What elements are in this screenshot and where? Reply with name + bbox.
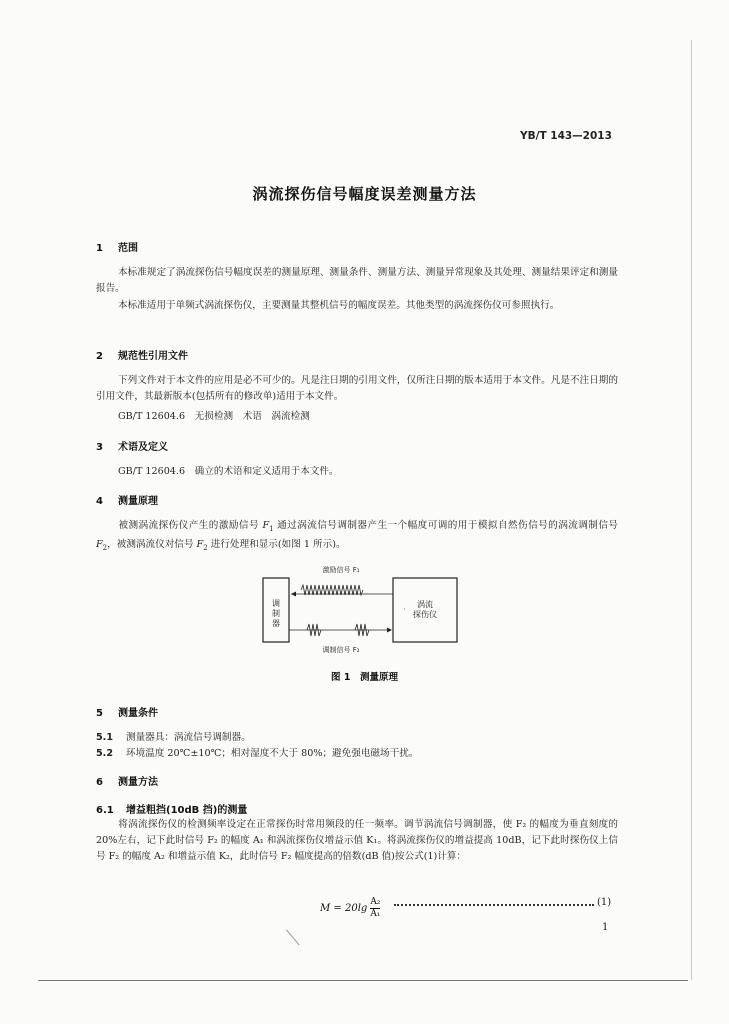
page-number: 1 (602, 922, 609, 933)
measurement-principle-diagram (255, 560, 475, 660)
section-2-heading (96, 347, 188, 362)
section-number: 5 (96, 708, 103, 719)
section-3-heading (96, 438, 168, 453)
tester-label-1: 涡流 (417, 600, 433, 609)
excitation-arrowhead (291, 592, 296, 597)
section-3-paragraph: GB/T 12604.6 确立的术语和定义适用于本文件。 (118, 466, 339, 477)
modulator-label: 调制器 (272, 599, 280, 628)
section-title: 测量方法 (118, 777, 158, 788)
clause-6-1-paragraph: 将涡流探伤仪的检测频率设定在正常探伤时常用频段的任一频率。调节涡流信号调制器，使 F₂ 的幅度为垂直刻度的 20%左右，记下此时信号 F₂ 的幅度 A₁ 和涡流探伤仪增益示值 K₁。将涡流探伤仪的增益提高 10dB，记下此时探伤仪上信号 F₂ 的幅度 A₂ 和增益示值 K₂，此时信号 F₂ 幅度提高的倍数(dB 值)按公式(1)计算： (96, 819, 618, 862)
section-6-heading (96, 773, 158, 788)
section-title: 范围 (118, 243, 138, 254)
tester-label-2: 探伤仪 (413, 610, 437, 619)
section-title: 规范性引用文件 (118, 351, 188, 362)
section-number: 2 (96, 351, 103, 362)
clause-number: 6.1 (96, 805, 114, 816)
page-bottom-rule (38, 980, 688, 981)
section-4-heading (96, 492, 158, 507)
excitation-signal-label: 激励信号 F₁ (322, 566, 360, 574)
section-4-paragraph: 被测涡流探伤仪产生的激励信号 $F_1$ 通过涡流信号调制器产生一个幅度可调的用于模拟自然伤信号的涡流调制信号 $F_2$，被测涡流仪对信号 $F_2$ 进行处理和显示(如图 1 所示)。 (96, 520, 618, 552)
section-1-heading (96, 239, 138, 254)
modulated-signal-label: 调制信号 F₂ (322, 646, 360, 654)
section-number: 3 (96, 442, 103, 453)
section-2-paragraph-1: 下列文件对于本文件的应用是必不可少的。凡是注日期的引用文件，仅所注日期的版本适用于本文件。凡是不注日期的引用文件，其最新版本(包括所有的修改单)适用于本文件。 (96, 375, 618, 402)
section-title: 测量条件 (118, 708, 158, 719)
page-edge-line (691, 40, 692, 980)
section-1-paragraph-1: 本标准规定了涡流探伤信号幅度误差的测量原理、测量条件、测量方法、测量异常现象及其处理、测量结果评定和测量报告。 (96, 267, 618, 294)
formula-1: M = 20lg $\frac{\text{A₂}}{\text{A₁}}$ (320, 897, 381, 919)
document-title: 涡流探伤信号幅度误差测量方法 (252, 185, 477, 203)
section-number: 4 (96, 496, 103, 507)
normative-reference: GB/T 12604.6 无损检测 术语 涡流检测 (118, 411, 310, 422)
clause-title: 增益粗挡(10dB 挡)的测量 (126, 805, 248, 816)
section-5-heading (96, 704, 158, 719)
section-number: 6 (96, 777, 103, 788)
excitation-waveform (301, 585, 363, 595)
equation-number: (1) (597, 897, 612, 908)
clause-5-1: 5.1 测量器具：涡流信号调制器。 (96, 732, 251, 743)
scan-artifact-mark (286, 917, 315, 946)
section-1-paragraph-2: 本标准适用于单频式涡流探伤仪，主要测量其整机信号的幅度误差。其他类型的涡流探伤仪可参照执行。 (118, 300, 560, 311)
section-title: 术语及定义 (118, 442, 168, 453)
clause-6-1-heading (96, 801, 247, 816)
figure-caption: 图 1 测量原理 (331, 672, 398, 683)
formula-leader-dots (394, 902, 594, 906)
section-number: 1 (96, 243, 103, 254)
clause-5-2: 5.2 环境温度 20℃±10℃；相对湿度不大于 80%；避免强电磁场干扰。 (96, 748, 419, 759)
modulated-arrowhead (387, 628, 392, 633)
standard-code: YB/T 143—2013 (520, 130, 612, 142)
section-title: 测量原理 (118, 496, 158, 507)
dot-mark: · (403, 605, 406, 614)
